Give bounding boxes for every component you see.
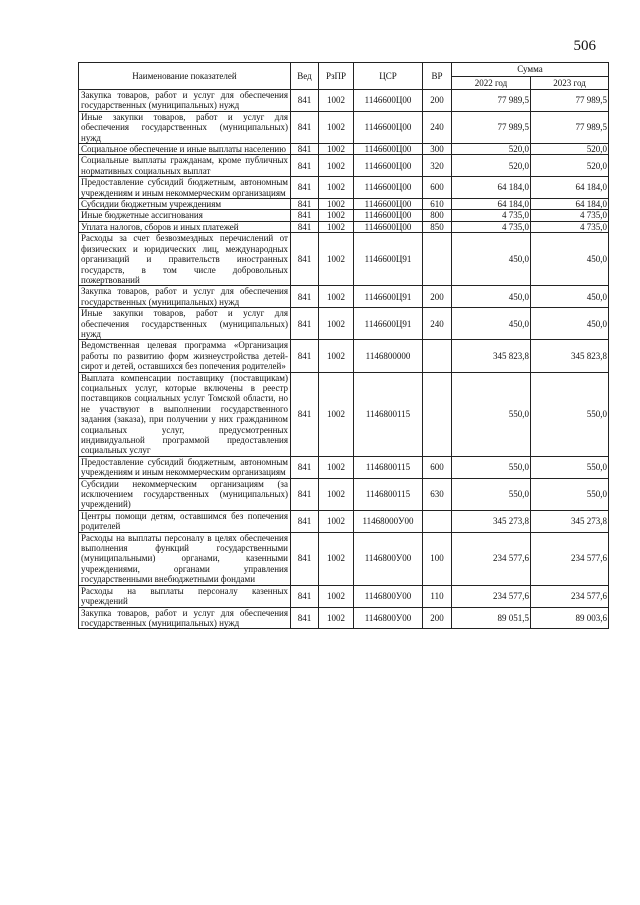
row-name: Закупка товаров, работ и услуг для обеспечения государственных (муниципальных) нужд [79,90,291,112]
row-csr: 1146600Ц00 [354,177,423,199]
row-csr: 1146800115 [354,372,423,456]
row-vr [423,372,452,456]
row-vr: 600 [423,177,452,199]
row-rzpr: 1002 [319,607,354,629]
row-ved: 841 [291,199,319,210]
row-csr: 1146600Ц00 [354,144,423,155]
row-name: Выплата компенсации поставщику (поставщикам) социальных услуг, которые включены в реестр поставщиков социальных услуг Томской области, но не участвуют в выполнении государственного задания (заказа), при получении у них гражданином социальных услуг, предусмотренных индивидуальной программой предоставления социальных услуг [79,372,291,456]
row-csr: 1146800У00 [354,532,423,585]
table-row [79,456,609,478]
row-vr: 320 [423,155,452,177]
row-csr: 1146600Ц91 [354,308,423,340]
row-ved: 841 [291,585,319,607]
row-ved: 841 [291,111,319,143]
row-amount-2023: 64 184,0 [531,199,609,210]
row-amount-2022: 64 184,0 [452,177,531,199]
table-row [79,478,609,510]
row-vr: 100 [423,532,452,585]
row-vr [423,510,452,532]
row-amount-2022: 520,0 [452,155,531,177]
table-row [79,286,609,308]
table-row [79,607,609,629]
row-csr: 1146800У00 [354,607,423,629]
row-amount-2022: 345 823,8 [452,340,531,372]
row-csr: 1146800115 [354,456,423,478]
row-name: Субсидии бюджетным учреждениям [79,199,291,210]
row-rzpr: 1002 [319,308,354,340]
row-amount-2023: 550,0 [531,456,609,478]
table-row [79,90,609,112]
row-name: Иные закупки товаров, работ и услуг для обеспечения государственных (муниципальных) нужд [79,308,291,340]
row-rzpr: 1002 [319,478,354,510]
row-vr [423,233,452,286]
row-csr: 1146600Ц00 [354,210,423,221]
row-amount-2022: 450,0 [452,286,531,308]
budget-table [78,62,609,629]
row-vr: 200 [423,607,452,629]
row-csr: 1146600Ц00 [354,90,423,112]
row-rzpr: 1002 [319,155,354,177]
row-vr: 200 [423,286,452,308]
row-name: Центры помощи детям, оставшимся без попечения родителей [79,510,291,532]
row-ved: 841 [291,144,319,155]
row-csr: 1146600Ц00 [354,221,423,232]
row-vr: 850 [423,221,452,232]
row-rzpr: 1002 [319,372,354,456]
row-vr: 630 [423,478,452,510]
row-ved: 841 [291,210,319,221]
row-rzpr: 1002 [319,210,354,221]
row-csr: 1146800У00 [354,585,423,607]
row-vr [423,340,452,372]
row-csr: 1146600Ц91 [354,286,423,308]
header-sum: Сумма [452,63,609,77]
row-name: Расходы на выплаты персоналу казенных учреждений [79,585,291,607]
row-ved: 841 [291,510,319,532]
row-name: Иные закупки товаров, работ и услуг для обеспечения государственных (муниципальных) нужд [79,111,291,143]
row-ved: 841 [291,155,319,177]
row-vr: 200 [423,90,452,112]
header-year-2022: 2022 год [452,76,531,90]
row-amount-2023: 520,0 [531,144,609,155]
row-name: Социальное обеспечение и иные выплаты населению [79,144,291,155]
row-vr: 800 [423,210,452,221]
row-rzpr: 1002 [319,233,354,286]
row-csr: 1146600Ц91 [354,233,423,286]
row-ved: 841 [291,308,319,340]
row-amount-2023: 64 184,0 [531,177,609,199]
row-amount-2023: 89 003,6 [531,607,609,629]
row-ved: 841 [291,90,319,112]
row-vr: 240 [423,111,452,143]
table-row [79,233,609,286]
row-amount-2022: 4 735,0 [452,210,531,221]
row-ved: 841 [291,607,319,629]
row-name: Иные бюджетные ассигнования [79,210,291,221]
row-amount-2022: 234 577,6 [452,532,531,585]
table-row [79,585,609,607]
row-name: Предоставление субсидий бюджетным, автономным учреждениям и иным некоммерческим организациям [79,456,291,478]
row-amount-2023: 450,0 [531,308,609,340]
table-row [79,221,609,232]
header-ved: Вед [291,63,319,90]
table-row [79,340,609,372]
row-rzpr: 1002 [319,221,354,232]
table-row [79,144,609,155]
row-csr: 11468000У00 [354,510,423,532]
row-csr: 1146800115 [354,478,423,510]
row-amount-2022: 89 051,5 [452,607,531,629]
row-amount-2023: 77 989,5 [531,111,609,143]
row-amount-2023: 4 735,0 [531,210,609,221]
row-name: Закупка товаров, работ и услуг для обеспечения государственных (муниципальных) нужд [79,607,291,629]
row-vr: 300 [423,144,452,155]
row-csr: 1146800000 [354,340,423,372]
row-rzpr: 1002 [319,532,354,585]
row-amount-2023: 77 989,5 [531,90,609,112]
row-name: Субсидии некоммерческим организациям (за исключением государственных (муниципальных) учреждений) [79,478,291,510]
row-name: Ведомственная целевая программа «Организация работы по развитию форм жизнеустройства детей-сирот и детей, оставшихся без попечения родителей» [79,340,291,372]
row-amount-2022: 77 989,5 [452,90,531,112]
table-row [79,155,609,177]
row-ved: 841 [291,286,319,308]
row-amount-2023: 550,0 [531,372,609,456]
table-row [79,210,609,221]
row-rzpr: 1002 [319,510,354,532]
row-amount-2023: 234 577,6 [531,532,609,585]
header-year-2023: 2023 год [531,76,609,90]
row-amount-2022: 4 735,0 [452,221,531,232]
table-row [79,177,609,199]
row-vr: 110 [423,585,452,607]
row-rzpr: 1002 [319,90,354,112]
row-amount-2022: 450,0 [452,308,531,340]
row-amount-2022: 520,0 [452,144,531,155]
row-rzpr: 1002 [319,199,354,210]
table-row [79,111,609,143]
row-amount-2023: 450,0 [531,233,609,286]
row-amount-2022: 345 273,8 [452,510,531,532]
table-body [79,90,609,629]
row-rzpr: 1002 [319,340,354,372]
row-ved: 841 [291,456,319,478]
row-ved: 841 [291,532,319,585]
table-row [79,532,609,585]
row-name: Уплата налогов, сборов и иных платежей [79,221,291,232]
table-row [79,372,609,456]
row-amount-2023: 345 823,8 [531,340,609,372]
header-vr: ВР [423,63,452,90]
table-row [79,510,609,532]
row-rzpr: 1002 [319,585,354,607]
row-name: Закупка товаров, работ и услуг для обеспечения государственных (муниципальных) нужд [79,286,291,308]
row-ved: 841 [291,340,319,372]
header-csr: ЦСР [354,63,423,90]
row-rzpr: 1002 [319,111,354,143]
row-name: Расходы за счет безвозмездных перечислений от физических и юридических лиц, международных организаций и правительств иностранных государств, в том числе добровольных пожертвований [79,233,291,286]
row-name: Социальные выплаты гражданам, кроме публичных нормативных социальных выплат [79,155,291,177]
row-rzpr: 1002 [319,286,354,308]
row-csr: 1146600Ц00 [354,199,423,210]
row-rzpr: 1002 [319,456,354,478]
row-amount-2022: 77 989,5 [452,111,531,143]
row-name: Предоставление субсидий бюджетным, автономным учреждениям и иным некоммерческим организациям [79,177,291,199]
row-csr: 1146600Ц00 [354,111,423,143]
row-amount-2022: 550,0 [452,478,531,510]
row-ved: 841 [291,372,319,456]
row-vr: 610 [423,199,452,210]
row-vr: 600 [423,456,452,478]
header-rzpr: РзПР [319,63,354,90]
row-amount-2022: 550,0 [452,372,531,456]
row-amount-2022: 450,0 [452,233,531,286]
row-vr: 240 [423,308,452,340]
row-amount-2023: 520,0 [531,155,609,177]
row-ved: 841 [291,478,319,510]
row-rzpr: 1002 [319,177,354,199]
row-amount-2022: 64 184,0 [452,199,531,210]
row-csr: 1146600Ц00 [354,155,423,177]
row-amount-2023: 345 273,8 [531,510,609,532]
table-row [79,308,609,340]
row-amount-2023: 550,0 [531,478,609,510]
row-ved: 841 [291,221,319,232]
row-name: Расходы на выплаты персоналу в целях обеспечения выполнения функций государственными (муниципальными) органами, казенными учреждениями, органами управления государственными внебюджетными фондами [79,532,291,585]
row-amount-2022: 550,0 [452,456,531,478]
row-amount-2022: 234 577,6 [452,585,531,607]
page-number: 506 [573,38,596,54]
header-name: Наименование показателей [79,63,291,90]
row-amount-2023: 234 577,6 [531,585,609,607]
table-row [79,199,609,210]
row-ved: 841 [291,233,319,286]
row-rzpr: 1002 [319,144,354,155]
row-amount-2023: 450,0 [531,286,609,308]
row-ved: 841 [291,177,319,199]
row-amount-2023: 4 735,0 [531,221,609,232]
